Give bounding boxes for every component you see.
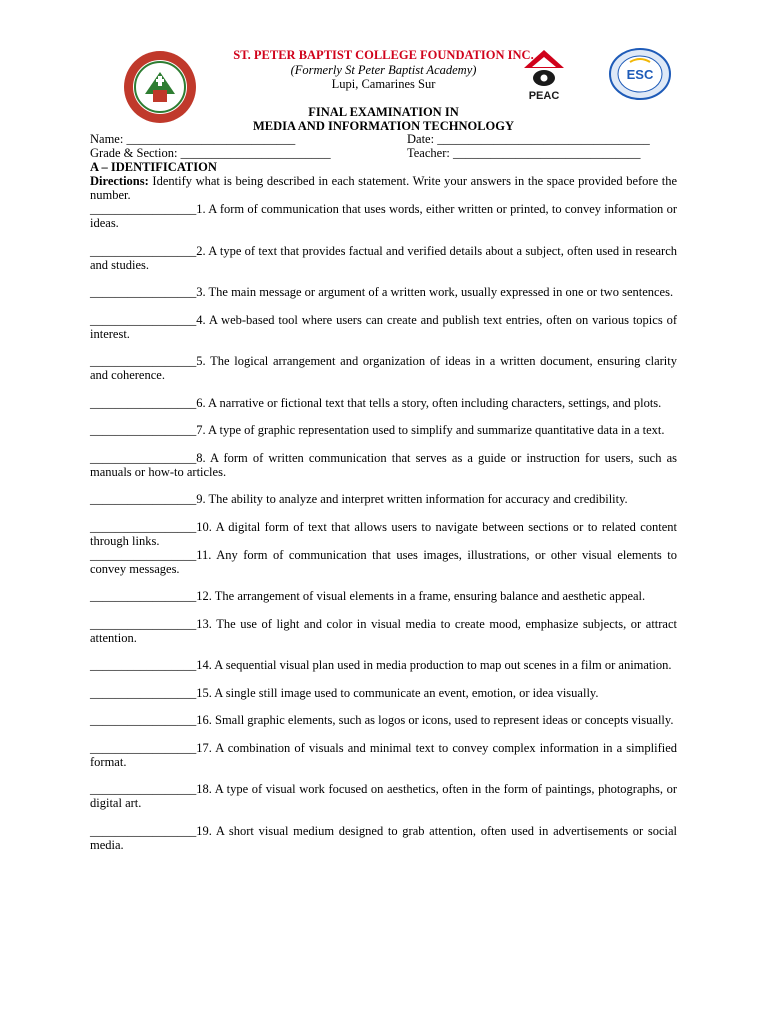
esc-logo-label: ESC — [626, 67, 654, 82]
question-item[interactable]: _________________9. The ability to analyze and interpret written information for accuracy and credibility. — [90, 492, 628, 506]
question-item[interactable]: _________________13. The use of light and color in visual media to create mood, emphasize subjects, or attract attention. — [90, 616, 677, 645]
question-item[interactable]: _________________11. Any form of communication that uses images, illustrations, or other visual elements to convey messages. — [90, 547, 677, 576]
school-address: Lupi, Camarines Sur — [331, 77, 436, 91]
school-name: ST. PETER BAPTIST COLLEGE FOUNDATION INC. — [233, 48, 534, 62]
question-item[interactable]: _________________1. A form of communication that uses words, either written or printed, to convey information or ideas. — [90, 202, 677, 230]
question-item[interactable]: _________________19. A short visual medium designed to grab attention, often used in advertisements or social media. — [90, 823, 677, 852]
date-field[interactable]: Date: __________________________________ — [407, 132, 650, 146]
question-item[interactable]: _________________18. A type of visual work focused on aesthetics, often in the form of paintings, photographs, or digital art. — [90, 782, 677, 810]
question-item[interactable]: _________________15. A single still image used to communicate an event, emotion, or idea visually. — [90, 685, 599, 700]
question-item[interactable]: _________________4. A web-based tool where users can create and publish text entries, often on various topics of interest. — [90, 312, 677, 341]
name-date-row — [90, 133, 677, 147]
question-item[interactable]: _________________14. A sequential visual plan used in media production to map out scenes in a film or animation. — [90, 658, 672, 672]
question-item[interactable]: _________________16. Small graphic elements, such as logos or icons, used to represent ideas or concepts visually. — [90, 713, 674, 727]
teacher-field[interactable]: Teacher: ______________________________ — [407, 145, 641, 160]
question-item[interactable]: _________________2. A type of text that provides factual and verified details about a subject, often used in research and studies. — [90, 243, 677, 272]
exam-page — [90, 38, 677, 865]
directions-label: Directions: — [90, 174, 149, 188]
document-header — [90, 48, 677, 128]
question-item[interactable]: _________________10. A digital form of text that allows users to navigate between sections or to related content through links. — [90, 519, 677, 548]
directions-text: Identify what is being described in each statement. Write your answers in the space provided before the number. — [90, 174, 677, 202]
peac-logo-label: PEAC — [528, 90, 560, 102]
esc-seal-logo — [608, 48, 672, 100]
question-item[interactable]: _________________8. A form of written communication that serves as a guide or instruction for users, such as manuals or how-to articles. — [90, 450, 677, 479]
question-list — [90, 202, 677, 852]
exam-title-line1: FINAL EXAMINATION IN — [308, 105, 459, 119]
section-title: A – IDENTIFICATION — [90, 160, 217, 174]
question-item[interactable]: _________________6. A narrative or fictional text that tells a story, often including characters, settings, and plots. — [90, 395, 662, 410]
grade-section-field[interactable]: Grade & Section: ________________________ — [90, 145, 331, 160]
question-item[interactable]: _________________3. The main message or argument of a written work, usually expressed in one or two sentences. — [90, 285, 674, 299]
directions — [90, 174, 677, 202]
question-item[interactable]: _________________5. The logical arrangement and organization of ideas in a written document, ensuring clarity and coherence. — [90, 354, 677, 382]
question-item[interactable]: _________________17. A combination of visuals and minimal text to convey complex information in a simplified format. — [90, 740, 677, 769]
question-item[interactable]: _________________12. The arrangement of visual elements in a frame, ensuring balance and aesthetic appeal. — [90, 589, 646, 603]
grade-teacher-row — [90, 147, 677, 161]
school-seal-logo — [123, 50, 197, 124]
name-field[interactable]: Name: ___________________________ — [90, 132, 296, 146]
former-name: (Formerly St Peter Baptist Academy) — [290, 63, 477, 77]
question-item[interactable]: _________________7. A type of graphic representation used to simplify and summarize quantitative data in a text. — [90, 423, 665, 437]
exam-title-line2: MEDIA AND INFORMATION TECHNOLOGY — [252, 118, 515, 133]
peac-logo — [520, 48, 568, 102]
